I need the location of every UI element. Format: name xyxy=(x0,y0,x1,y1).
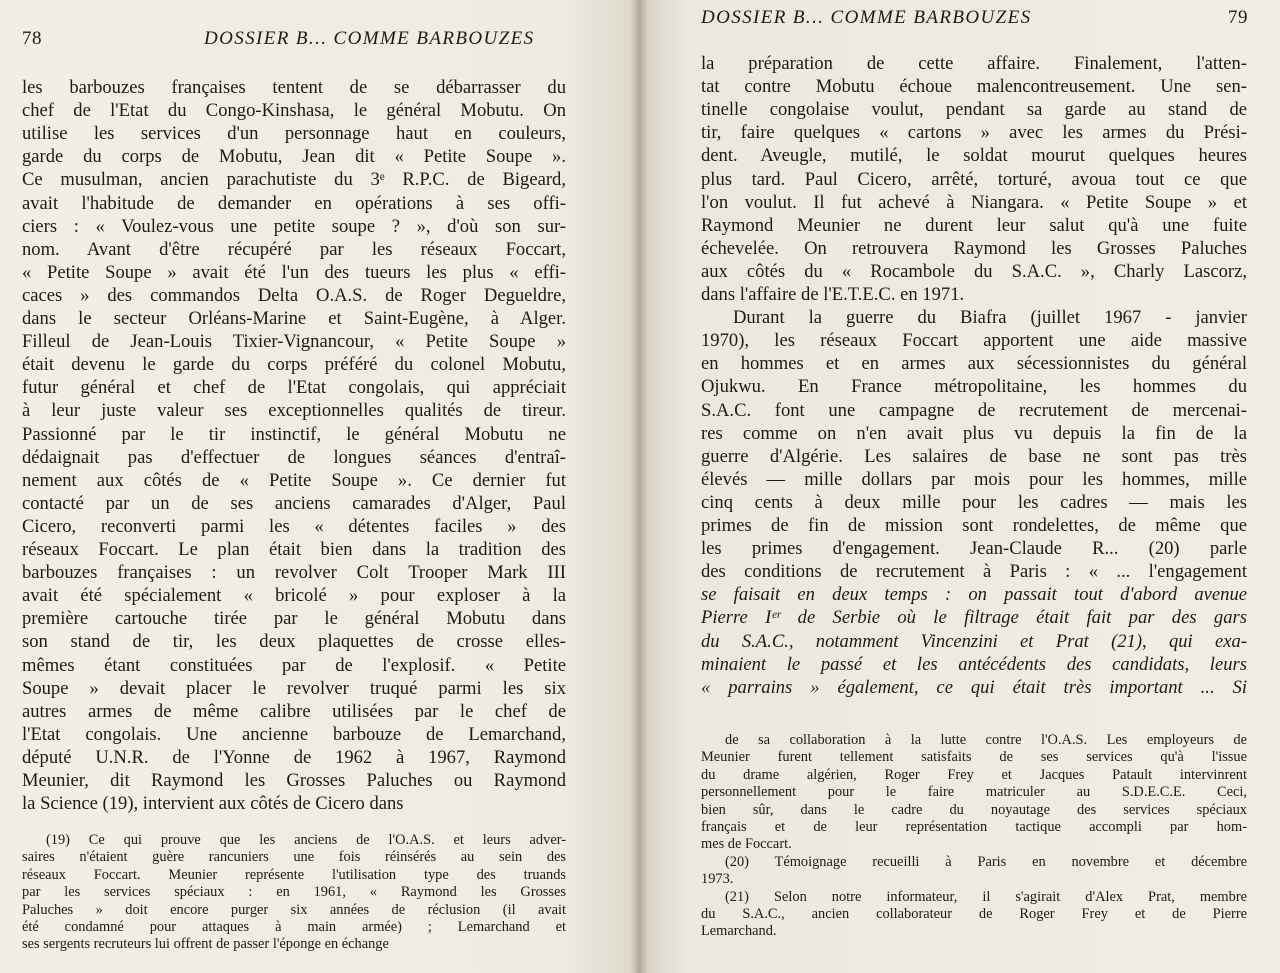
text-line: Pierre Iᵉʳ de Serbie où le filtrage était fait par des gars xyxy=(701,607,1247,629)
text-line: nement aux côtés de « Petite Soupe ». Ce dernier fut xyxy=(22,469,566,491)
text-line: 1970), les réseaux Foccart apportent une aide massive xyxy=(701,330,1247,352)
footnote-line: (19) Ce qui prouve que les anciens de l'O.A.S. et leurs adver- xyxy=(46,832,566,848)
text-line: les barbouzes françaises tentent de se débarrasser du xyxy=(22,77,566,98)
footnote-line: 1973. xyxy=(701,871,734,888)
book-gutter xyxy=(630,0,648,973)
footnotes xyxy=(701,732,1247,940)
text-line: guerre d'Algérie. Les salaires de base ne sont pas très xyxy=(701,445,1247,467)
text-line: du S.A.C., notamment Vincenzini et Prat (21), qui exa- xyxy=(701,630,1247,652)
text-line: minaient le passé et les antécédents des candidats, leurs xyxy=(701,653,1247,675)
text-line: aux côtés du « Rocambole du S.A.C. », Charly Lascorz, xyxy=(701,260,1247,282)
text-line: contacté par un de ses anciens camarades d'Alger, Paul xyxy=(22,492,566,514)
text-line: était devenu le garde du corps préféré du colonel Mobutu, xyxy=(22,354,566,376)
page-number: 79 xyxy=(1228,7,1248,28)
text-line: en hommes et en armes aux sécessionnistes du général xyxy=(701,353,1247,375)
left-page xyxy=(0,0,638,973)
text-line: mêmes étant constituées par de l'explosif. « Petite xyxy=(22,654,566,676)
footnote-line: réseaux Foccart. Meunier représente l'utilisation type des truands xyxy=(22,866,566,883)
text-line: Cicero, reconverti parmi les « détentes faciles » des xyxy=(22,515,566,537)
text-line: utilise les services d'un personnage haut en couleurs, xyxy=(22,123,566,145)
footnote-line: Paluches » doit encore purger six années de réclusion (il avait xyxy=(22,901,566,918)
footnote-line: du S.A.C., ancien collaborateur de Roger Frey et de Pierre xyxy=(701,906,1247,922)
footnote-line: français et de leur représentation tactique accompli par hom- xyxy=(701,819,1247,835)
text-line: député U.N.R. de l'Yonne de 1962 à 1967, Raymond xyxy=(22,746,566,768)
body-text xyxy=(22,76,566,816)
text-line: tir, faire quelques « cartons » avec les armes du Prési- xyxy=(701,122,1247,144)
footnote-line: (21) Selon notre informateur, il s'agirait d'Alex Prat, membre xyxy=(725,888,1247,905)
text-line: Soupe » devait placer le revolver truqué parmi les six xyxy=(22,677,566,699)
page-number: 78 xyxy=(22,28,42,49)
footnote-line: été condamné pour attaques à main armée) ; Lemarchand et xyxy=(22,919,566,935)
text-line: Filleul de Jean-Louis Tixier-Vignancour, « Petite Soupe » xyxy=(22,331,566,353)
text-line: tat contre Mobutu échoue malencontreusement. Une sen- xyxy=(701,76,1247,98)
footnote-line: mes de Foccart. xyxy=(701,836,792,853)
text-line: Meunier, dit Raymond les Grosses Paluches ou Raymond xyxy=(22,770,566,791)
footnote-line: par les services spéciaux : en 1961, « Raymond les Grosses xyxy=(22,884,566,901)
text-line: des conditions de recrutement à Paris : « ... l'engagement xyxy=(701,561,1247,583)
text-line: dans l'affaire de l'E.T.E.C. en 1971. xyxy=(701,284,965,305)
right-page xyxy=(638,0,1280,973)
text-line: dans le secteur Orléans-Marine et Saint-Eugène, à Alger. xyxy=(22,308,566,329)
text-line: caces » des commandos Delta O.A.S. de Roger Degueldre, xyxy=(22,284,566,306)
footnote-line: Lemarchand. xyxy=(701,923,777,940)
text-line: « parrains » également, ce qui était très important ... Si xyxy=(701,676,1247,698)
text-line: la préparation de cette affaire. Finalement, l'atten- xyxy=(701,53,1247,74)
footnote-line: Meunier furent tellement satisfaits de ses services qu'à l'issue xyxy=(701,749,1247,766)
text-line: « Petite Soupe » avait été l'un des tueurs les plus « effi- xyxy=(22,261,566,283)
running-head: DOSSIER B... COMME BARBOUZES xyxy=(204,28,535,49)
text-line: chef de l'Etat du Congo-Kinshasa, le général Mobutu. On xyxy=(22,100,566,122)
text-line: Raymond Meunier ne durent leur salut qu'à une fuite xyxy=(701,214,1247,236)
footnote-line: du drame algérien, Roger Frey et Jacques Patault intervinrent xyxy=(701,766,1247,783)
text-line: les primes d'engagement. Jean-Claude R... (20) parle xyxy=(701,538,1247,560)
footnote-line: saires n'étaient guère rancuniers une fois réinsérés au sein des xyxy=(22,849,566,866)
text-line: l'Etat congolais. Une ancienne barbouze de Lemarchand, xyxy=(22,723,566,745)
text-line: réseaux Foccart. Le plan était bien dans la tradition des xyxy=(22,539,566,560)
text-line: échevelée. On retrouvera Raymond les Grosses Paluches xyxy=(701,237,1247,259)
text-line: res comme on n'en avait plus vu depuis la fin de la xyxy=(701,422,1247,444)
text-line: plus tard. Paul Cicero, arrêté, torturé, avoua tout ce que xyxy=(701,168,1247,190)
text-line: garde du corps de Mobutu, Jean dit « Petite Soupe ». xyxy=(22,146,566,168)
text-line: tinelle congolaise voulut, pendant sa garde au stand de xyxy=(701,99,1247,121)
text-line: autres armes de même calibre utilisées par le chef de xyxy=(22,700,566,722)
running-head: DOSSIER B... COMME BARBOUZES xyxy=(701,7,1032,28)
text-line: Durant la guerre du Biafra (juillet 1967 - janvier xyxy=(733,307,1247,329)
text-line: cinq cents à deux mille pour les cadres — mais les xyxy=(701,491,1247,513)
text-line: avait été spécialement « bricolé » pour exploser à la xyxy=(22,585,566,607)
text-line: Ojukwu. En France métropolitaine, les hommes du xyxy=(701,376,1247,398)
text-line: la Science (19), intervient aux côtés de Cicero dans xyxy=(22,793,404,815)
text-line: Ce musulman, ancien parachutiste du 3ᵉ R.P.C. de Bigeard, xyxy=(22,169,566,191)
text-line: se faisait en deux temps : on passait tout d'abord avenue xyxy=(701,584,1247,606)
footnotes xyxy=(22,832,566,972)
text-line: dédaignait pas d'effectuer de longues séances d'entraî- xyxy=(22,446,566,468)
text-line: S.A.C. font une campagne de recrutement de mercenai- xyxy=(701,399,1247,421)
footnote-line: ses sergents recruteurs lui offrent de passer l'éponge en échange xyxy=(22,936,389,953)
text-line: l'on voulut. Il fut achevé à Niangara. « Petite Soupe » et xyxy=(701,191,1247,213)
text-line: son stand de tir, les deux plaquettes de crosse elles- xyxy=(22,631,566,653)
text-line: nom. Avant d'être récupéré par les réseaux Foccart, xyxy=(22,238,566,260)
text-line: avait l'habitude de demander en opérations à ses offi- xyxy=(22,192,566,214)
text-line: première cartouche tirée par le général Mobutu dans xyxy=(22,608,566,630)
footnote-line: bien sûr, dans le cadre du noyautage des services spéciaux xyxy=(701,801,1247,818)
text-line: élevés — mille dollars par mois pour les hommes, mille xyxy=(701,468,1247,490)
text-line: à leur juste valeur ses exceptionnelles qualités de tireur. xyxy=(22,400,566,422)
text-line: Passionné par le tir instinctif, le général Mobutu ne xyxy=(22,423,566,445)
text-line: barbouzes françaises : un revolver Colt Trooper Mark III xyxy=(22,562,566,584)
footnote-line: (20) Témoignage recueilli à Paris en novembre et décembre xyxy=(725,853,1247,870)
text-line: dent. Aveugle, mutilé, le soldat mourut quelques heures xyxy=(701,145,1247,167)
text-line: futur général et chef de l'Etat congolais, qui appréciait xyxy=(22,377,566,399)
text-line: primes de fin de mission sont rondelettes, de même que xyxy=(701,515,1247,536)
body-text xyxy=(701,52,1247,700)
footnote-line: de sa collaboration à la lutte contre l'O.A.S. Les employeurs de xyxy=(725,732,1247,748)
text-line: ciers : « Voulez-vous une petite soupe ? », d'où son sur- xyxy=(22,215,566,237)
footnote-line: personnellement pour le faire matriculer au S.D.E.C.E. Ceci, xyxy=(701,784,1247,801)
